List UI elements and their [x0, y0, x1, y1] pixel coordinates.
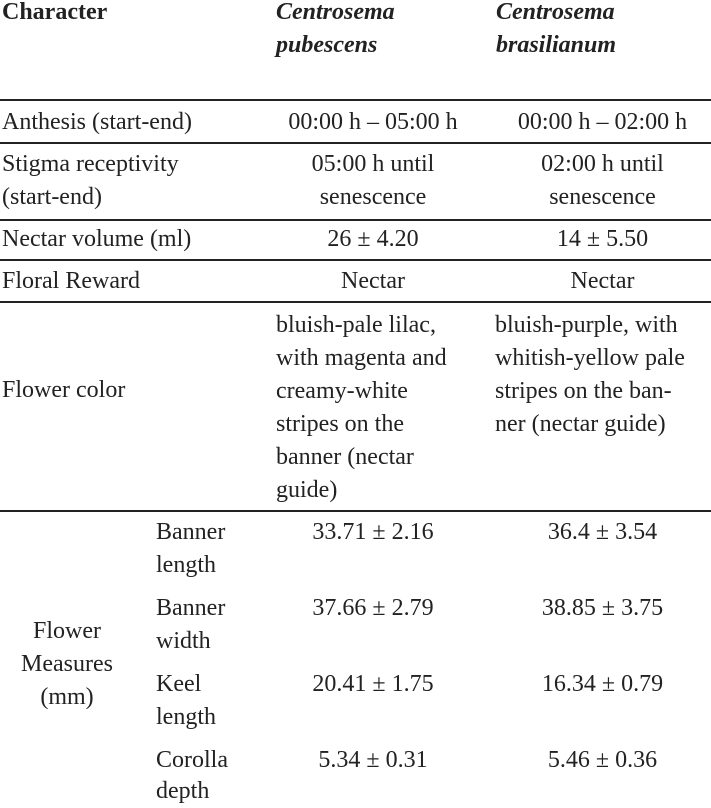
row-measures-label-line3: (mm): [40, 684, 94, 710]
measure-banner-length-v1: 33.71 ± 2.16: [312, 519, 434, 545]
row-nectar-label: Nectar volume (ml): [2, 226, 192, 252]
row-color-v1-line4: stripes on the: [276, 411, 404, 437]
measure-banner-width-v1: 37.66 ± 2.79: [312, 595, 434, 621]
row-stigma-v2-line1: 02:00 h until: [541, 151, 664, 177]
measure-corolla-depth-v2: 5.46 ± 0.36: [547, 747, 658, 773]
row-color-v2-line2: whitish-yellow pale: [495, 345, 685, 371]
header-rule: [0, 99, 711, 101]
measure-banner-width-v2: 38.85 ± 3.75: [541, 595, 664, 621]
row-anthesis-v2: 00:00 h – 02:00 h: [517, 109, 688, 135]
row-stigma-v2-line2: senescence: [549, 184, 656, 210]
measure-keel-length-label-line2: length: [156, 704, 216, 730]
header-species2-line2: brasilianum: [496, 32, 617, 58]
row-color-v1-line6: guide): [276, 477, 338, 503]
measure-banner-length-label-line2: length: [156, 552, 216, 578]
row-anthesis-label: Anthesis (start-end): [2, 109, 192, 135]
row-rule: [0, 510, 711, 512]
measure-corolla-depth-label-line1: Corolla: [156, 747, 228, 773]
measure-keel-length-v2: 16.34 ± 0.79: [541, 671, 664, 697]
measure-keel-length-v1: 20.41 ± 1.75: [312, 671, 434, 697]
row-color-label: Flower color: [2, 377, 126, 403]
row-color-v2-line4: ner (nectar guide): [495, 411, 666, 437]
header-species1-line1: Centrosema: [276, 0, 395, 25]
row-stigma-label-line1: Stigma receptivity: [2, 151, 179, 177]
row-stigma-v1-line1: 05:00 h until: [311, 151, 435, 177]
row-rule: [0, 219, 711, 221]
row-reward-label: Floral Reward: [2, 268, 140, 294]
row-nectar-v1: 26 ± 4.20: [327, 226, 419, 252]
row-rule: [0, 301, 711, 303]
row-reward-v2: Nectar: [570, 268, 635, 294]
header-species1-line2: pubescens: [276, 32, 378, 58]
row-measures-label-line2: Measures: [21, 651, 113, 677]
row-anthesis-v1: 00:00 h – 05:00 h: [288, 109, 458, 135]
row-measures-label-line1: Flower: [33, 618, 101, 644]
row-nectar-v2: 14 ± 5.50: [556, 226, 649, 252]
row-stigma-label-line2: (start-end): [2, 184, 102, 210]
row-color-v2-line1: bluish-purple, with: [495, 312, 678, 338]
measure-keel-length-label-line1: Keel: [156, 671, 202, 697]
measure-corolla-depth-v1: 5.34 ± 0.31: [318, 747, 428, 773]
row-color-v1-line5: banner (nectar: [276, 444, 414, 470]
row-color-v2-line3: stripes on the ban-: [495, 378, 672, 404]
header-species2-line1: Centrosema: [496, 0, 615, 25]
measure-banner-width-label-line2: width: [156, 628, 211, 654]
row-stigma-v1-line2: senescence: [319, 184, 427, 210]
header-character: Character: [2, 0, 108, 25]
row-reward-v1: Nectar: [341, 268, 405, 294]
measure-banner-length-label-line1: Banner: [156, 519, 226, 545]
row-color-v1-line2: with magenta and: [276, 345, 447, 371]
measure-corolla-depth-label-line2: depth: [156, 778, 210, 804]
row-rule: [0, 142, 711, 144]
measure-banner-width-label-line1: Banner: [156, 595, 226, 621]
row-color-v1-line1: bluish-pale lilac,: [276, 312, 436, 338]
row-color-v1-line3: creamy-white: [276, 378, 408, 404]
row-rule: [0, 259, 711, 261]
measure-banner-length-v2: 36.4 ± 3.54: [547, 519, 658, 545]
